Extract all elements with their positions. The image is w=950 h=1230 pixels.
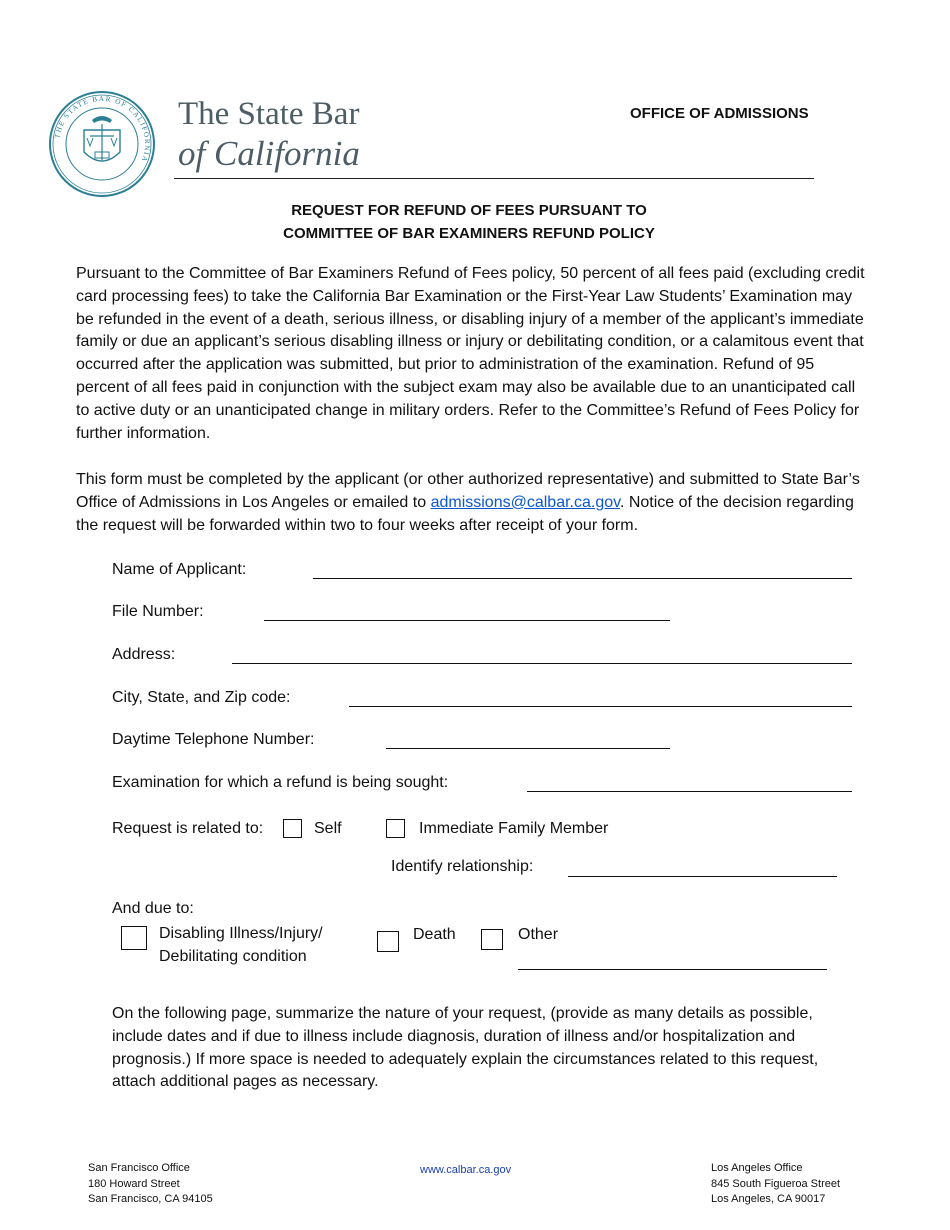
instructions-paragraph xyxy=(76,469,866,537)
instructions-text-after: . Notice of the decision regarding the request will be forwarded within two to four weeks after receipt of your form. xyxy=(76,493,854,534)
sf-office-city: San Francisco, CA 94105 xyxy=(88,1193,213,1205)
examination-label: Examination for which a refund is being sought: xyxy=(112,774,449,791)
website-link[interactable]: www.calbar.ca.gov xyxy=(420,1164,512,1176)
organization-name-line2: of California xyxy=(178,134,360,173)
svg-text:THE STATE BAR OF CALIFORNIA: THE STATE BAR OF CALIFORNIA xyxy=(53,94,152,164)
relationship-field[interactable] xyxy=(568,876,837,877)
city-state-zip-label: City, State, and Zip code: xyxy=(112,689,291,706)
other-checkbox[interactable] xyxy=(481,929,503,950)
city-state-zip-field[interactable] xyxy=(349,706,852,707)
illness-injury-label-line1: Disabling Illness/Injury/ xyxy=(159,925,323,942)
telephone-field[interactable] xyxy=(386,748,670,749)
death-option-label: Death xyxy=(413,926,456,943)
sf-office-street: 180 Howard Street xyxy=(88,1177,180,1190)
examination-field[interactable] xyxy=(527,791,852,792)
instructions-text-before: This form must be completed by the applicant (or other authorized representative) and submitted to State Bar’s Office of Admissions in Los Angeles or emailed to xyxy=(76,471,860,511)
organization-name-line1: The State Bar xyxy=(178,96,360,132)
related-to-label: Request is related to: xyxy=(112,820,264,837)
relationship-label: Identify relationship: xyxy=(391,858,534,875)
intro-paragraph: Pursuant to the Committee of Bar Examiners Refund of Fees policy, 50 percent of all fees paid (excluding credit card processing fees) to take the California Bar Examination or the First-Year Law Students’ Examination may be refunded in the event of a death, serious illness, or disabling injury of a member of the applicant’s immediate family or due an applicant’s serious disabling illness or injury or debilitating condition, or a calamitous event that occurred after the application was submitted, but prior to administration of the examination. Refund of 95 percent of all fees paid in conjunction with the subject exam may also be available due to an unanticipated call to active duty or an unanticipated change in military orders. Refer to the Committee’s Refund of Fees Policy for further information. xyxy=(76,265,865,442)
state-bar-seal-logo xyxy=(48,90,156,198)
office-heading: OFFICE OF ADMISSIONS xyxy=(630,105,809,122)
address-field[interactable] xyxy=(232,663,852,664)
illness-injury-checkbox[interactable] xyxy=(121,926,147,950)
website-footer xyxy=(420,1163,511,1179)
telephone-label: Daytime Telephone Number: xyxy=(112,731,315,748)
sf-office-address xyxy=(88,1161,213,1208)
self-option-label: Self xyxy=(314,820,342,837)
la-office-address xyxy=(711,1161,840,1208)
form-title-line2: COMMITTEE OF BAR EXAMINERS REFUND POLICY xyxy=(283,225,655,242)
other-explanation-field[interactable] xyxy=(518,969,827,970)
header-divider xyxy=(174,178,814,179)
self-checkbox[interactable] xyxy=(283,819,302,838)
admissions-email-link[interactable]: admissions@calbar.ca.gov xyxy=(430,493,620,511)
family-member-option-label: Immediate Family Member xyxy=(419,820,609,837)
la-office-street: 845 South Figueroa Street xyxy=(711,1177,841,1190)
file-number-label: File Number: xyxy=(112,603,204,620)
form-title-line1: REQUEST FOR REFUND OF FEES PURSUANT TO xyxy=(291,202,647,219)
applicant-name-field[interactable] xyxy=(313,578,852,579)
other-option-label: Other xyxy=(518,926,559,943)
family-member-checkbox[interactable] xyxy=(386,819,405,838)
illness-injury-option-label xyxy=(159,922,323,968)
due-to-label: And due to: xyxy=(112,900,194,917)
sf-office-title: San Francisco Office xyxy=(88,1162,190,1174)
la-office-title: Los Angeles Office xyxy=(711,1162,803,1174)
file-number-field[interactable] xyxy=(264,620,670,621)
applicant-name-label: Name of Applicant: xyxy=(112,561,247,578)
la-office-city: Los Angeles, CA 90017 xyxy=(711,1193,826,1205)
closing-note: On the following page, summarize the nature of your request, (provide as many details as possible, include dates and if due to illness include diagnosis, duration of illness and/or hospitalization and prognosis.) If more space is needed to adequately explain the circumstances related to this request, attach additional pages as necessary. xyxy=(112,1005,819,1091)
death-checkbox[interactable] xyxy=(377,931,399,952)
illness-injury-label-line2: Debilitating condition xyxy=(159,948,307,965)
address-label: Address: xyxy=(112,646,176,663)
